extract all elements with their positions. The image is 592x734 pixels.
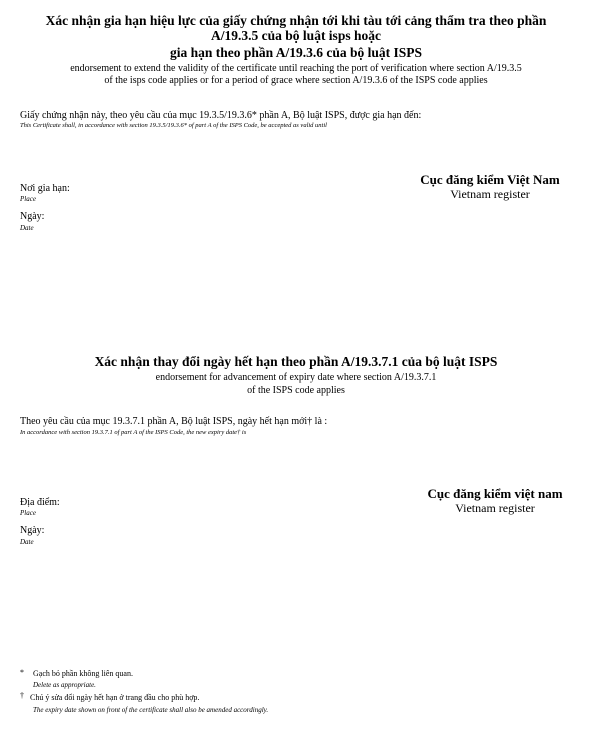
footnote-2-vi: Chú ý sửa đổi ngày hết hạn ở trang đầu cho phù hợp. [30, 693, 200, 702]
section1-place-label: Nơi gia hạn: [20, 183, 70, 194]
section2-statement-en: In accordance with section 19.3.7.1 of part A of the ISPS Code, the new expiry date† is [20, 429, 247, 436]
section2-title: Xác nhận thay đổi ngày hết hạn theo phần A/19.3.7.1 của bộ luật ISPS [94, 354, 498, 369]
section1-org-name-en: Vietnam register [450, 187, 530, 201]
footnote-2-marker: † [20, 691, 24, 700]
section2-statement-vi: Theo yêu cầu của mục 19.3.7.1 phần A, Bộ luật ISPS, ngày hết hạn mới† là : [20, 416, 328, 427]
section1-subtitle-line1: endorsement to extend the validity of the certificate until reaching the port of verification where section A/19.3.5 [70, 63, 522, 74]
footnote-1-vi: Gạch bỏ phần không liên quan. [33, 669, 133, 678]
footnote-1-en: Delete as appropriate. [33, 681, 96, 689]
section1-statement-en: This Certificate shall, in accordance with section 19.3.5/19.3.6* of part A of the ISPS Code, be accepted as valid until [20, 122, 327, 129]
section1-date-label: Ngày: [20, 211, 45, 222]
section2-date-label-en: Date [20, 538, 34, 546]
section1-statement-vi: Giấy chứng nhận này, theo yêu cầu của mục 19.3.5/19.3.6* phần A, Bộ luật ISPS, được gia hạn đến: [20, 110, 422, 121]
section2-date-label: Ngày: [20, 525, 45, 536]
section2-org-name-en: Vietnam register [455, 501, 535, 515]
section2-place-label: Địa điểm: [20, 497, 60, 508]
section1-title-line1: Xác nhận gia hạn hiệu lực của giấy chứng nhận tới khi tàu tới cảng thẩm tra theo phần [45, 13, 547, 28]
footnote-1-marker: * [20, 668, 24, 677]
section2-org-name: Cục đăng kiểm việt nam [427, 486, 563, 501]
section2-place-label-en: Place [20, 509, 36, 517]
section1-title-line2: A/19.3.5 của bộ luật isps hoặc [211, 28, 381, 43]
footnote-2-en: The expiry date shown on front of the certificate shall also be amended accordingly. [33, 706, 269, 714]
section2-subtitle-line1: endorsement for advancement of expiry date where section A/19.3.7.1 [155, 372, 437, 383]
section2-subtitle-line2: of the ISPS code applies [247, 385, 345, 396]
section1-org-name: Cục đăng kiểm Việt Nam [420, 172, 560, 187]
section1-place-label-en: Place [20, 195, 36, 203]
section1-subtitle-line2: of the isps code applies or for a period of grace where section A/19.3.6 of the ISPS code applies [104, 75, 488, 86]
section1-title-line3: gia hạn theo phần A/19.3.6 của bộ luật ISPS [169, 45, 423, 60]
section1-date-label-en: Date [20, 224, 34, 232]
